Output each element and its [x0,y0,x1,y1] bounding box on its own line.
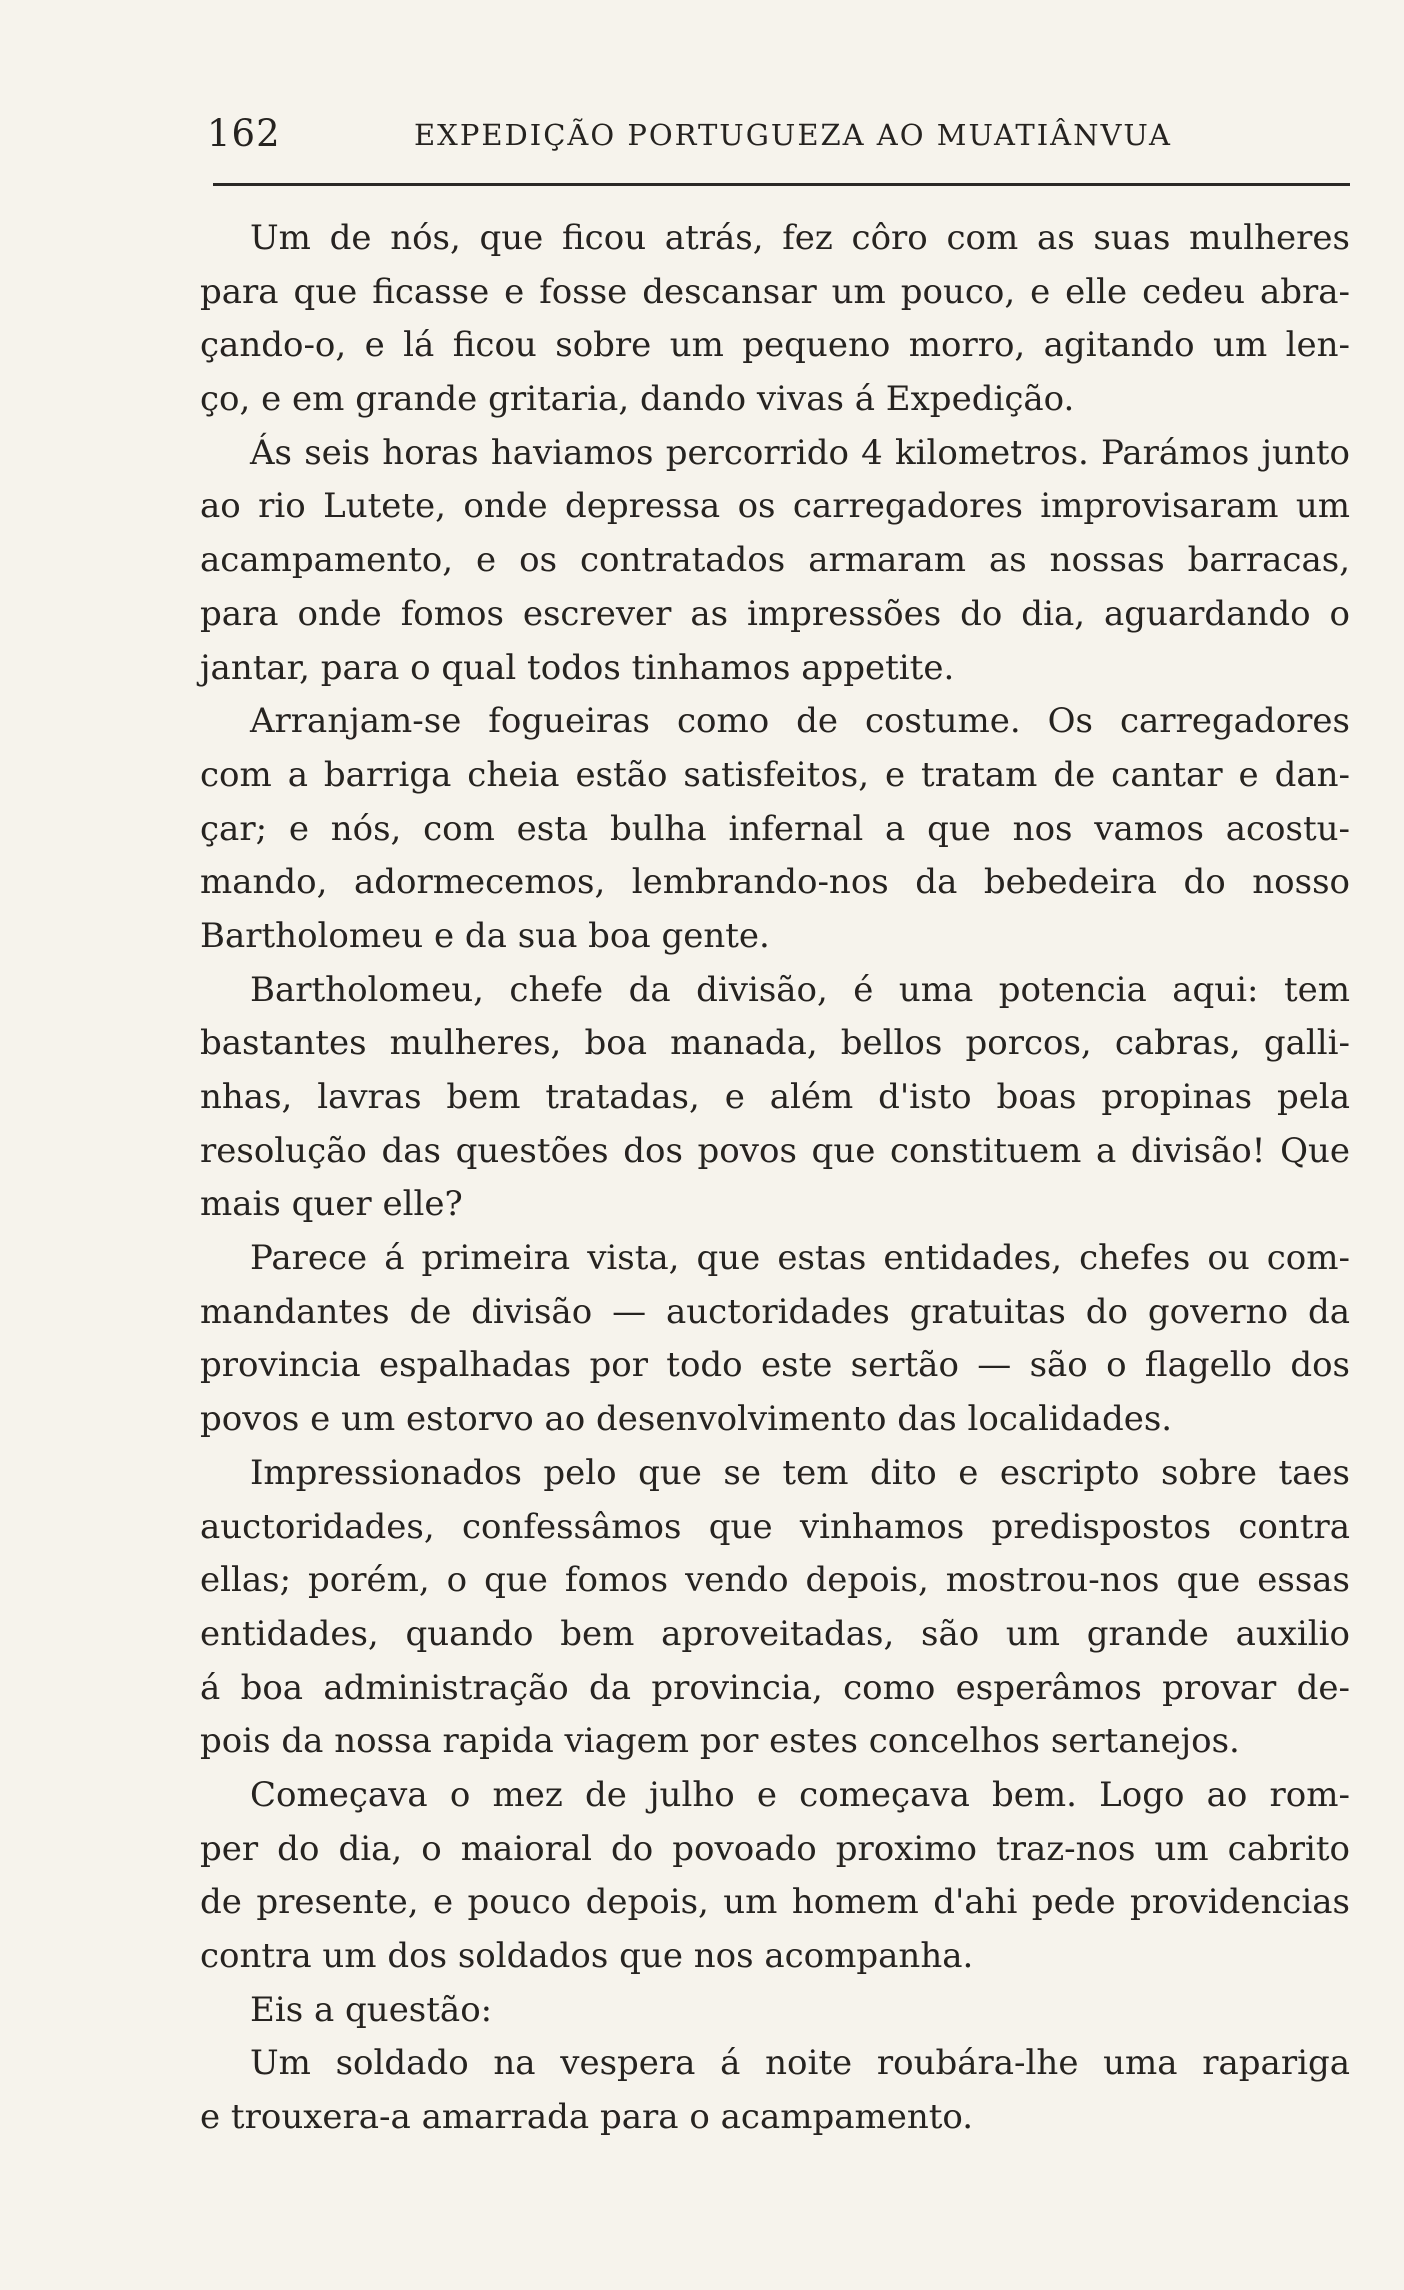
text-line: Arranjam-se fogueiras como de costume. Os carregadores [250,701,1350,742]
text-line: Impressionados pelo que se tem dito e escripto sobre taes [250,1452,1350,1493]
text-line: á boa administração da provincia, como esperâmos provar de- [200,1667,1350,1708]
text-line: Um soldado na vespera á noite roubára-lhe uma rapariga [250,2043,1350,2084]
text-line: povos e um estorvo ao desenvolvimento das localidades. [200,1399,1173,1440]
page-header [207,112,1350,162]
text-line: auctoridades, confessâmos que vinhamos predispostos contra [200,1506,1350,1547]
text-line: bastantes mulheres, boa manada, bellos porcos, cabras, galli- [200,1023,1350,1064]
text-line: acampamento, e os contratados armaram as nossas barracas, [200,540,1350,581]
page-number: 162 [207,112,281,155]
text-line: resolução das questões dos povos que constituem a divisão! Que [200,1130,1350,1171]
text-line: e trouxera-a amarrada para o acampamento. [200,2097,974,2138]
text-line: com a barriga cheia estão satisfeitos, e tratam de cantar e dan- [200,754,1350,795]
running-head: EXPEDIÇÃO PORTUGUEZA AO MUATIÂNVUA [414,118,1172,152]
text-line: Ás seis horas haviamos percorrido 4 kilometros. Parámos junto [250,432,1350,473]
body-text [200,212,1350,2145]
text-line: para onde fomos escrever as impressões do dia, aguardando o [200,593,1350,634]
text-line: Bartholomeu e da sua boa gente. [200,915,770,956]
text-line: Eis a questão: [250,1989,493,2030]
text-line: mando, adormecemos, lembrando-nos da bebedeira do nosso [200,862,1350,903]
text-line: entidades, quando bem aproveitadas, são um grande auxilio [200,1613,1350,1654]
text-line: Começava o mez de julho e começava bem. Logo ao rom- [250,1774,1350,1815]
text-line: mais quer elle? [200,1184,463,1225]
text-line: contra um dos soldados que nos acompanha. [200,1936,974,1976]
text-line: de presente, e pouco depois, um homem d'ahi pede providencias [200,1882,1350,1923]
text-line: pois da nossa rapida viagem por estes concelhos sertanejos. [200,1721,1240,1762]
text-line: çar; e nós, com esta bulha infernal a que nos vamos acostu- [200,808,1350,849]
text-line: Parece á primeira vista, que estas entidades, chefes ou com- [250,1238,1350,1279]
text-line: per do dia, o maioral do povoado proximo traz-nos um cabrito [200,1828,1350,1869]
text-line: provincia espalhadas por todo este sertão — são o flagello dos [200,1345,1350,1386]
text-line: ao rio Lutete, onde depressa os carregadores improvisaram um [200,486,1350,527]
text-line: mandantes de divisão — auctoridades gratuitas do governo da [200,1291,1350,1332]
text-line: para que ficasse e fosse descansar um pouco, e elle cedeu abra- [200,271,1350,312]
text-line: çando-o, e lá ficou sobre um pequeno morro, agitando um len- [200,325,1350,366]
text-line: Um de nós, que ficou atrás, fez côro com as suas mulheres [250,218,1350,258]
text-line: ço, e em grande gritaria, dando vivas á Expedição. [200,379,1075,420]
text-line: ellas; porém, o que fomos vendo depois, mostrou-nos que essas [200,1560,1350,1601]
text-line: nhas, lavras bem tratadas, e além d'isto boas propinas pela [200,1077,1350,1117]
header-rule [213,183,1350,186]
text-line: Bartholomeu, chefe da divisão, é uma potencia aqui: tem [250,969,1350,1010]
text-line: jantar, para o qual todos tinhamos appetite. [200,647,955,688]
